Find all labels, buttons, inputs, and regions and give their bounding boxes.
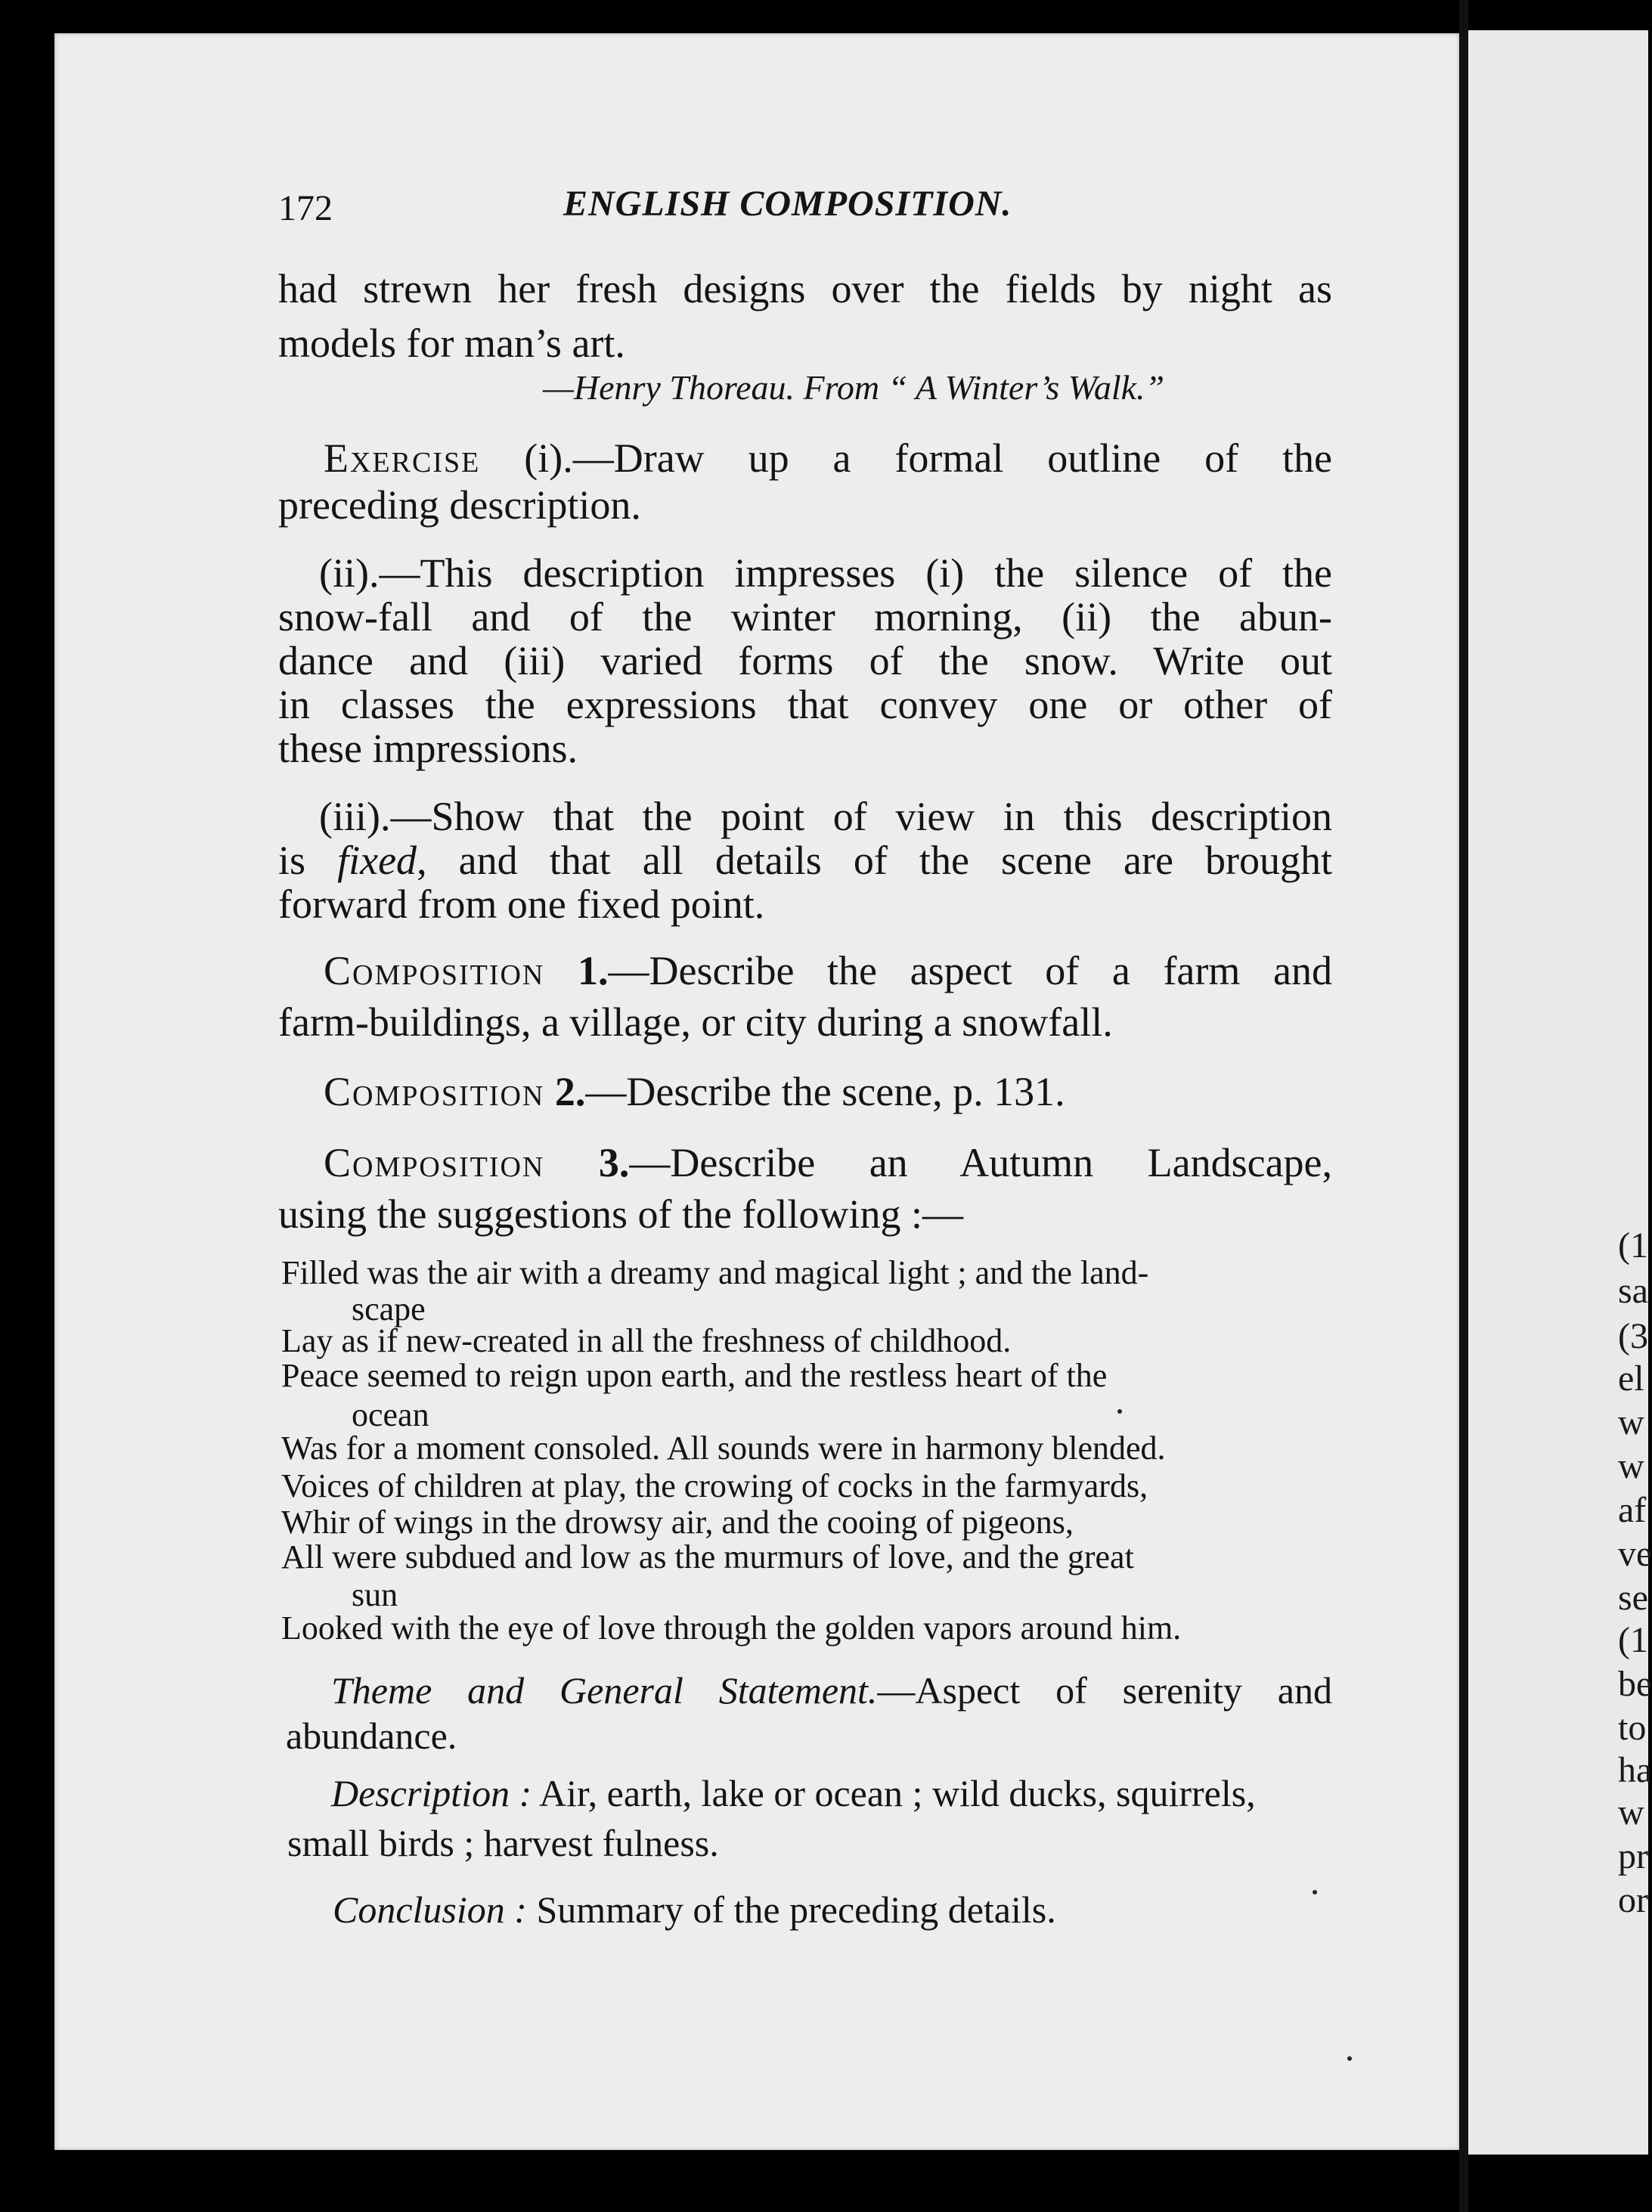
page-gutter — [1459, 0, 1468, 2212]
poem-line-5: Voices of children at play, the crowing of cocks in the farmyards, — [281, 1467, 1148, 1504]
facing-fragment: or — [1618, 1880, 1648, 1920]
conclusion-label: Conclusion : — [333, 1888, 527, 1931]
poem-line-8: Looked with the eye of love through the golden vapors around him. — [281, 1609, 1182, 1647]
emphasis-fixed: fixed — [337, 838, 417, 883]
poem-line-4: Was for a moment consoled. All sounds were in harmony blended. — [281, 1430, 1166, 1467]
exercise-iii-line-3: forward from one fixed point. — [278, 881, 765, 927]
composition-2-line-1 — [324, 1069, 1065, 1114]
facing-fragment: w — [1618, 1402, 1644, 1442]
exercise-ii-line-3: dance and (iii) varied forms of the snow. Write out — [278, 638, 1332, 683]
composition-1-lead: —Describe the aspect of a farm and — [608, 948, 1332, 993]
composition-1-number: 1. — [578, 948, 609, 993]
composition-1-label: Composition — [324, 948, 545, 993]
composition-2-lead: —Describe the scene, p. 131. — [585, 1069, 1065, 1114]
attribution: —Henry Thoreau. From “ A Winter’s Walk.” — [543, 368, 1165, 407]
composition-3-lead: —Describe an Autumn Landscape, — [629, 1140, 1333, 1185]
conclusion-line — [333, 1887, 1056, 1932]
facing-fragment: ve — [1618, 1534, 1652, 1574]
exercise-ii-line-2: snow-fall and of the winter morning, (ii) the abun- — [278, 594, 1332, 640]
theme-line-1 — [331, 1668, 1332, 1713]
exercise-i-line-1 — [278, 435, 1332, 481]
poem-line-3: Peace seemed to reign upon earth, and the restless heart of the — [281, 1357, 1108, 1394]
composition-3-line-2: using the suggestions of the following :— — [278, 1191, 963, 1237]
facing-fragment: sa — [1618, 1271, 1648, 1311]
facing-fragment: ha — [1618, 1750, 1652, 1790]
composition-3-line-1 — [324, 1140, 1332, 1185]
exercise-iii-pre: is — [278, 838, 338, 883]
theme-label: Theme and General Statement. — [331, 1669, 878, 1712]
facing-fragment: se — [1618, 1578, 1648, 1618]
poem-line-3-cont: ocean — [352, 1396, 429, 1433]
description-line-1 — [331, 1771, 1256, 1816]
facing-fragment: be — [1618, 1664, 1652, 1704]
poem-line-1-cont: scape — [352, 1290, 426, 1328]
poem-line-7-cont: sun — [352, 1576, 398, 1613]
facing-fragment: to — [1618, 1708, 1647, 1748]
facing-fragment: (1 — [1618, 1620, 1648, 1660]
passage-line-1: had strewn her fresh designs over the fields by night as — [278, 266, 1332, 311]
description-label: Description : — [331, 1772, 532, 1814]
composition-1-line-1 — [324, 948, 1332, 993]
passage-line-2: models for man’s art. — [278, 321, 625, 366]
facing-fragment: pr — [1618, 1836, 1648, 1876]
facing-fragment: (1 — [1618, 1225, 1648, 1266]
exercise-ii-line-1: (ii).—This description impresses (i) the silence of the — [319, 550, 1332, 596]
composition-1-line-2: farm-buildings, a village, or city during a snowfall. — [278, 999, 1113, 1045]
poem-line-6: Whir of wings in the drowsy air, and the cooing of pigeons, — [281, 1504, 1074, 1541]
facing-fragment: el — [1618, 1358, 1644, 1399]
poem-line-7: All were subdued and low as the murmurs of love, and the great — [281, 1538, 1134, 1575]
exercise-ii-line-5: these impressions. — [278, 726, 578, 771]
composition-2-label: Composition — [324, 1069, 545, 1114]
composition-2-number: 2. — [554, 1069, 586, 1114]
page-number: 172 — [278, 188, 333, 228]
conclusion-text: Summary of the preceding details. — [526, 1888, 1056, 1931]
exercise-ii-line-4: in classes the expressions that convey one or other of — [278, 682, 1332, 727]
speck — [1313, 1890, 1317, 1894]
exercise-iii-post: , and that all details of the scene are brought — [417, 838, 1332, 883]
theme-line-2: abundance. — [286, 1715, 457, 1757]
speck — [1117, 1409, 1122, 1414]
facing-fragment: w — [1618, 1446, 1644, 1486]
exercise-i-line-2: preceding description. — [278, 482, 641, 528]
exercise-label: Exercise — [324, 435, 481, 481]
exercise-iii-line-1: (iii).—Show that the point of view in this description — [319, 794, 1332, 839]
speck — [1347, 2056, 1352, 2061]
composition-3-number: 3. — [598, 1140, 630, 1185]
poem-line-1: Filled was the air with a dreamy and magical light ; and the land- — [281, 1254, 1149, 1291]
description-line-2: small birds ; harvest fulness. — [287, 1822, 719, 1864]
facing-fragment: w — [1618, 1792, 1644, 1832]
facing-fragment: af — [1618, 1490, 1647, 1530]
exercise-i-lead: (i).—Draw up a formal outline of the — [524, 435, 1333, 481]
theme-text: —Aspect of serenity and — [877, 1669, 1332, 1712]
poem-line-2: Lay as if new-created in all the freshness of childhood. — [281, 1322, 1012, 1359]
exercise-iii-line-2 — [278, 838, 1332, 883]
description-text: Air, earth, lake or ocean ; wild ducks, squirrels, — [532, 1772, 1256, 1814]
composition-3-label: Composition — [324, 1140, 545, 1185]
running-title: ENGLISH COMPOSITION. — [563, 184, 1012, 224]
facing-fragment: (3 — [1618, 1316, 1648, 1356]
